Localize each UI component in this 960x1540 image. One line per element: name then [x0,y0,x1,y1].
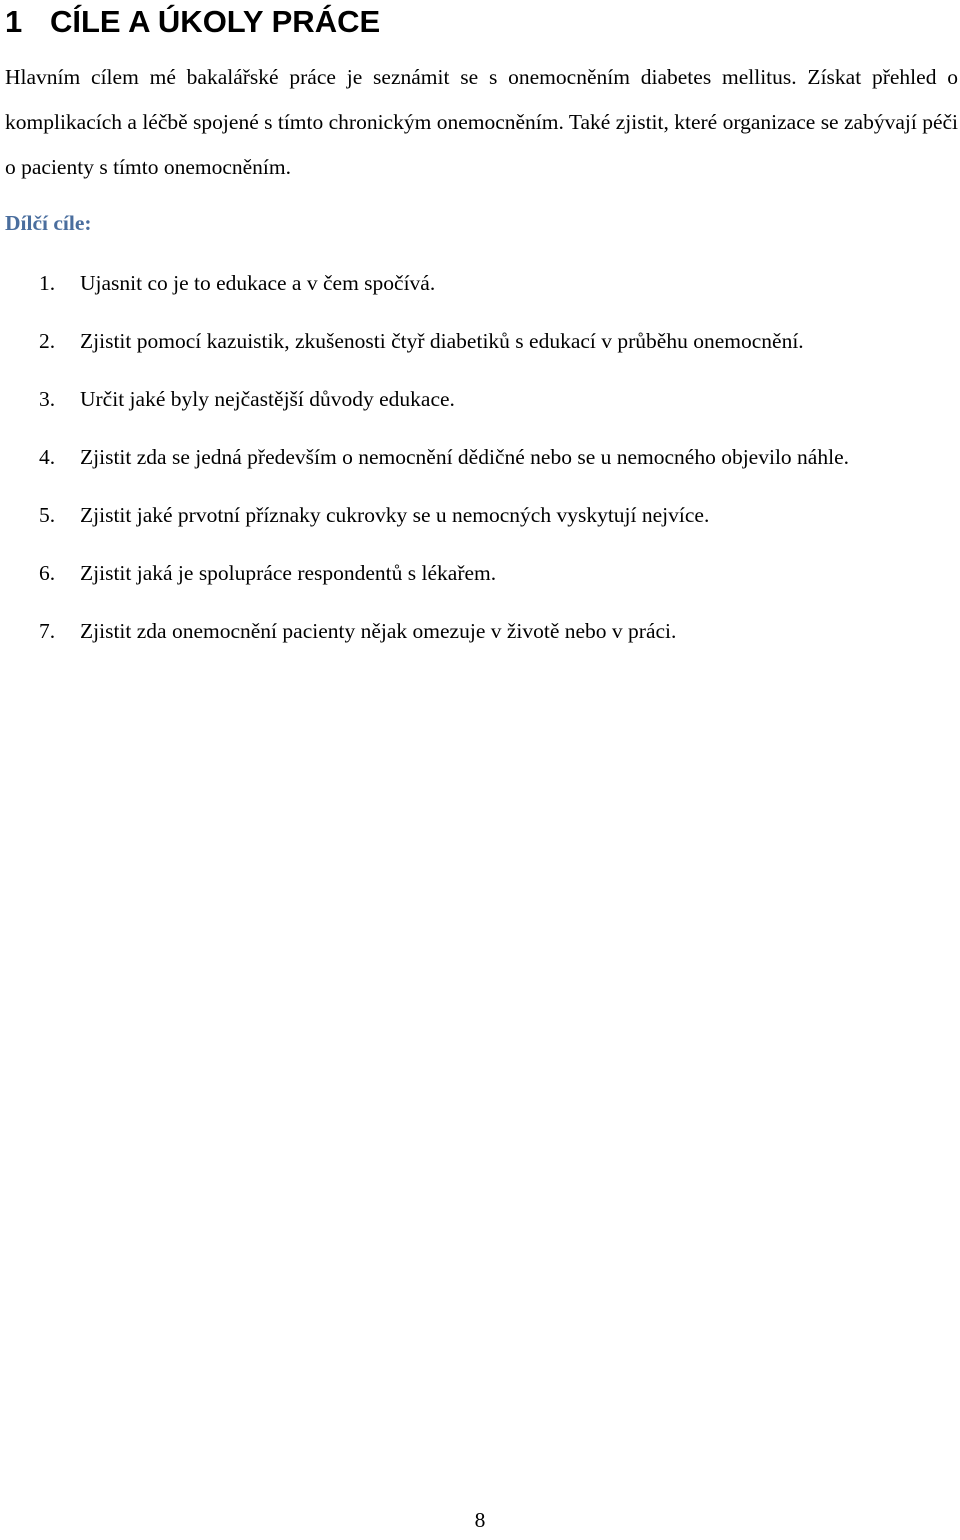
goal-number: 6. [39,561,56,585]
goal-item [0,435,960,480]
goal-number: 3. [39,387,56,411]
chapter-heading [5,2,380,42]
goal-number: 1. [39,271,56,295]
goal-text: Ujasnit co je to edukace a v čem spočívá. [80,271,436,295]
goal-number: 4. [39,445,56,469]
goal-text: Zjistit jaké prvotní příznaky cukrovky se u nemocných vyskytují nejvíce. [80,503,710,527]
goal-text: Zjistit zda se jedná především o nemocnění dědičné nebo se u nemocného objevilo náhle. [80,445,849,469]
goal-text: Určit jaké byly nejčastější důvody edukace. [80,387,455,411]
goal-number: 5. [39,503,56,527]
goal-item [0,493,960,538]
chapter-title: CÍLE A ÚKOLY PRÁCE [50,4,381,39]
goal-number: 2. [39,329,56,353]
sub-goals-heading: Dílčí cíle: [5,211,92,235]
goal-item [0,377,960,422]
intro-paragraph: Hlavním cílem mé bakalářské práce je seznámit se s onemocněním diabetes mellitus. Získat přehled o komplikacích a léčbě spojené s tímto chronickým onemocněním. Také zjistit, které organizace se zabývají péči o pacienty s tímto onemocněním. [5,65,958,179]
goal-item [0,609,960,654]
chapter-number: 1 [5,4,23,39]
page-number: 8 [474,1508,486,1532]
goal-text: Zjistit pomocí kazuistik, zkušenosti čtyř diabetiků s edukací v průběhu onemocnění. [80,329,804,353]
goals-list [0,261,960,667]
goal-item [0,261,960,306]
goal-item [0,551,960,596]
goal-item [0,319,960,364]
goal-text: Zjistit zda onemocnění pacienty nějak omezuje v životě nebo v práci. [80,619,677,643]
goal-text: Zjistit jaká je spolupráce respondentů s lékařem. [80,561,497,585]
goal-number: 7. [39,619,56,643]
